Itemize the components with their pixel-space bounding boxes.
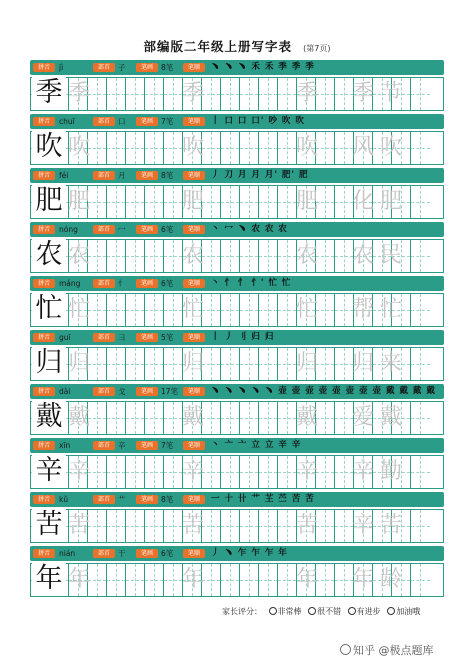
strokes-tag: 笔画 [136, 495, 158, 504]
pinyin-tag: 拼音 [33, 333, 55, 342]
watermark-text: 知乎 @极点题库 [353, 644, 434, 657]
writing-cell[interactable] [107, 78, 126, 110]
pinyin-tag: 拼音 [33, 63, 55, 72]
trace-word-char: 民 [379, 243, 402, 268]
radical-value: 戈 [118, 387, 126, 396]
writing-cell[interactable] [411, 132, 430, 164]
stroke-count-value: 8笔 [161, 171, 174, 180]
writing-cell[interactable] [145, 564, 164, 596]
writing-grid [30, 239, 444, 273]
writing-cell[interactable] [107, 186, 126, 218]
pinyin-tag: 拼音 [33, 441, 55, 450]
page-subtitle: (第7页) [303, 44, 331, 53]
writing-grid [30, 293, 444, 327]
trace-word-char: 苦 [379, 513, 402, 538]
writing-cell[interactable] [411, 78, 430, 110]
character-sheet [30, 60, 444, 600]
writing-cell[interactable] [126, 402, 145, 434]
pinyin-value: nóng [59, 225, 78, 234]
writing-grid [30, 509, 444, 543]
writing-cell[interactable] [411, 240, 430, 272]
zhihu-user-icon [340, 644, 351, 655]
trace-character: 年 [181, 567, 204, 592]
model-character: 戴 [32, 400, 66, 434]
writing-cell[interactable] [240, 456, 259, 488]
writing-grid [30, 563, 444, 597]
stroke-count-value: 6笔 [161, 549, 174, 558]
stroke-count-value: 6笔 [161, 225, 174, 234]
character-block [30, 384, 444, 438]
writing-cell[interactable] [126, 186, 145, 218]
character-block [30, 168, 444, 222]
writing-cell[interactable] [145, 132, 164, 164]
info-bar [30, 114, 444, 129]
trace-word-char: 季 [351, 81, 374, 106]
trace-character: 农 [181, 243, 204, 268]
trace-character: 戴 [181, 405, 204, 430]
info-bar [30, 276, 444, 291]
writing-cell[interactable] [107, 510, 126, 542]
rating-radio-1[interactable] [269, 607, 277, 615]
writing-cell[interactable] [221, 564, 240, 596]
character-block [30, 276, 444, 330]
stroke-order-tag: 笔顺 [183, 549, 205, 558]
radical-tag: 部首 [93, 279, 115, 288]
strokes-tag: 笔画 [136, 549, 158, 558]
rating-radio-3[interactable] [348, 607, 356, 615]
pinyin-value: dài [59, 387, 71, 396]
writing-grid [30, 77, 444, 111]
trace-character: 肥 [295, 189, 318, 214]
trace-character: 吹 [181, 135, 204, 160]
writing-cell[interactable] [126, 132, 145, 164]
strokes-tag: 笔画 [136, 387, 158, 396]
info-bar [30, 546, 444, 561]
radical-value: 干 [118, 549, 126, 558]
stroke-count-value: 8笔 [161, 495, 174, 504]
writing-cell[interactable] [240, 510, 259, 542]
stroke-order-sequence: 丨 丿 刂 归 归 [211, 332, 275, 342]
radical-tag: 部首 [93, 171, 115, 180]
trace-word-char: 年 [351, 567, 374, 592]
info-bar [30, 492, 444, 507]
trace-character: 苦 [181, 513, 204, 538]
trace-character: 归 [67, 351, 90, 376]
trace-word-char: 龄 [379, 567, 402, 592]
writing-cell[interactable] [259, 240, 278, 272]
writing-cell[interactable] [107, 348, 126, 380]
trace-word-char: 节 [379, 81, 402, 106]
stroke-count-value: 6笔 [161, 279, 174, 288]
radical-value: 月 [118, 171, 126, 180]
radical-value: 彐 [118, 333, 126, 342]
model-character: 归 [32, 346, 66, 380]
writing-cell[interactable] [221, 186, 240, 218]
writing-cell[interactable] [411, 510, 430, 542]
writing-cell[interactable] [240, 240, 259, 272]
character-block [30, 438, 444, 492]
trace-character: 年 [295, 567, 318, 592]
info-bar [30, 330, 444, 345]
writing-grid [30, 185, 444, 219]
pinyin-value: jì [59, 63, 64, 72]
writing-cell[interactable] [259, 294, 278, 326]
info-bar [30, 384, 444, 399]
info-bar [30, 222, 444, 237]
radical-value: 忄 [118, 279, 126, 288]
trace-word-char: 吹 [379, 135, 402, 160]
character-block [30, 546, 444, 600]
writing-cell[interactable] [411, 294, 430, 326]
writing-cell[interactable] [107, 402, 126, 434]
writing-cell[interactable] [107, 132, 126, 164]
stroke-order-sequence: ﹅ ﹅ ﹅ ﹅ ﹅ 壶 壶 壶 壶 壶 壶 壶 壶 戴 戴 戴 戴 [211, 386, 436, 396]
radical-value: 艹 [118, 495, 126, 504]
trace-word-char: 来 [379, 351, 402, 376]
trace-character: 归 [295, 351, 318, 376]
trace-character: 季 [295, 81, 318, 106]
model-character: 苦 [32, 508, 66, 542]
info-bar [30, 60, 444, 75]
writing-cell[interactable] [411, 186, 430, 218]
model-character: 季 [32, 76, 66, 110]
stroke-order-sequence: 一 十 卄 艹 芏 苎 苦 苦 [211, 494, 315, 504]
trace-word-char: 忙 [379, 297, 402, 322]
radical-tag: 部首 [93, 441, 115, 450]
info-bar [30, 438, 444, 453]
writing-cell[interactable] [145, 78, 164, 110]
stroke-order-tag: 笔顺 [183, 387, 205, 396]
stroke-order-tag: 笔顺 [183, 279, 205, 288]
trace-character: 归 [181, 351, 204, 376]
radical-tag: 部首 [93, 549, 115, 558]
writing-grid [30, 455, 444, 489]
writing-cell[interactable] [411, 564, 430, 596]
character-block [30, 222, 444, 276]
trace-character: 吹 [67, 135, 90, 160]
writing-cell[interactable] [240, 402, 259, 434]
trace-word-char: 勤 [379, 459, 402, 484]
writing-cell[interactable] [145, 456, 164, 488]
trace-word-char: 辛 [351, 459, 374, 484]
radical-tag: 部首 [93, 495, 115, 504]
pinyin-tag: 拼音 [33, 279, 55, 288]
stroke-order-sequence: 丶 亠 亠 立 立 辛 辛 [211, 440, 302, 450]
stroke-count-value: 5笔 [161, 333, 174, 342]
trace-character: 苦 [67, 513, 90, 538]
title-row [0, 36, 474, 54]
rating-option-2: 很不错 [317, 607, 342, 616]
stroke-order-sequence: 丶 忄 忄 忄' 忙 忙 [211, 278, 292, 288]
radical-tag: 部首 [93, 117, 115, 126]
stroke-count-value: 17笔 [161, 387, 179, 396]
rating-label: 家长评分： [222, 607, 262, 616]
stroke-order-sequence: ﹅ ﹅ ﹅ 禾 禾 季 季 季 [211, 62, 315, 72]
strokes-tag: 笔画 [136, 63, 158, 72]
model-character: 忙 [32, 292, 66, 326]
writing-cell[interactable] [240, 132, 259, 164]
stroke-order-tag: 笔顺 [183, 171, 205, 180]
page-title: 部编版二年级上册写字表 [143, 39, 293, 54]
writing-cell[interactable] [221, 348, 240, 380]
writing-cell[interactable] [126, 348, 145, 380]
writing-cell[interactable] [221, 510, 240, 542]
stroke-order-tag: 笔顺 [183, 441, 205, 450]
strokes-tag: 笔画 [136, 279, 158, 288]
writing-grid [30, 131, 444, 165]
trace-character: 肥 [181, 189, 204, 214]
writing-cell[interactable] [259, 564, 278, 596]
stroke-order-tag: 笔顺 [183, 117, 205, 126]
character-block [30, 114, 444, 168]
rating-option-4: 加油哦 [396, 607, 421, 616]
trace-character: 忙 [67, 297, 90, 322]
model-character: 年 [32, 562, 66, 596]
writing-cell[interactable] [126, 294, 145, 326]
trace-character: 戴 [67, 405, 90, 430]
model-character: 辛 [32, 454, 66, 488]
stroke-order-tag: 笔顺 [183, 63, 205, 72]
trace-character: 吹 [295, 135, 318, 160]
writing-cell[interactable] [259, 348, 278, 380]
trace-character: 辛 [67, 459, 90, 484]
pinyin-tag: 拼音 [33, 387, 55, 396]
trace-word-char: 戴 [379, 405, 402, 430]
writing-cell[interactable] [411, 402, 430, 434]
strokes-tag: 笔画 [136, 171, 158, 180]
stroke-order-tag: 笔顺 [183, 495, 205, 504]
writing-cell[interactable] [145, 510, 164, 542]
trace-character: 农 [295, 243, 318, 268]
writing-cell[interactable] [107, 456, 126, 488]
writing-cell[interactable] [259, 186, 278, 218]
writing-cell[interactable] [107, 564, 126, 596]
writing-cell[interactable] [145, 348, 164, 380]
writing-cell[interactable] [259, 510, 278, 542]
trace-character: 辛 [295, 459, 318, 484]
radical-tag: 部首 [93, 63, 115, 72]
radical-value: 子 [118, 63, 126, 72]
pinyin-value: chuī [59, 117, 75, 126]
stroke-order-tag: 笔顺 [183, 333, 205, 342]
rating-radio-4[interactable] [387, 607, 395, 615]
trace-character: 季 [67, 81, 90, 106]
character-block [30, 330, 444, 384]
radical-tag: 部首 [93, 225, 115, 234]
trace-character: 苦 [295, 513, 318, 538]
writing-cell[interactable] [221, 78, 240, 110]
stroke-order-sequence: 丶 冖 ﹅ 农 农 农 [211, 224, 288, 234]
stroke-order-sequence: 丿 ﹅ 乍 乍 乍 年 [211, 548, 288, 558]
writing-cell[interactable] [411, 348, 430, 380]
writing-cell[interactable] [221, 456, 240, 488]
parent-rating [222, 606, 420, 617]
pinyin-value: kǔ [59, 495, 69, 504]
writing-cell[interactable] [145, 240, 164, 272]
stroke-order-sequence: 丨 口 口 口' 吵 吹 吹 [211, 116, 305, 126]
radical-tag: 部首 [93, 333, 115, 342]
writing-cell[interactable] [221, 294, 240, 326]
radical-value: 口 [118, 117, 126, 126]
pinyin-value: féi [59, 171, 69, 180]
trace-character: 忙 [181, 297, 204, 322]
pinyin-tag: 拼音 [33, 495, 55, 504]
writing-cell[interactable] [107, 294, 126, 326]
rating-radio-2[interactable] [308, 607, 316, 615]
rating-option-3: 有进步 [356, 607, 381, 616]
trace-word-char: 肥 [379, 189, 402, 214]
character-block [30, 492, 444, 546]
writing-cell[interactable] [126, 564, 145, 596]
trace-character: 年 [67, 567, 90, 592]
writing-cell[interactable] [126, 240, 145, 272]
stroke-count-value: 7笔 [161, 117, 174, 126]
writing-cell[interactable] [240, 348, 259, 380]
writing-cell[interactable] [259, 456, 278, 488]
pinyin-value: nián [59, 549, 76, 558]
rating-option-1: 非常棒 [277, 607, 302, 616]
writing-cell[interactable] [411, 456, 430, 488]
writing-cell[interactable] [107, 240, 126, 272]
writing-cell[interactable] [240, 186, 259, 218]
writing-cell[interactable] [126, 456, 145, 488]
pinyin-tag: 拼音 [33, 117, 55, 126]
writing-cell[interactable] [126, 510, 145, 542]
pinyin-tag: 拼音 [33, 171, 55, 180]
pinyin-tag: 拼音 [33, 225, 55, 234]
trace-word-char: 辛 [351, 513, 374, 538]
writing-grid [30, 347, 444, 381]
trace-character: 季 [181, 81, 204, 106]
radical-value: 辛 [118, 441, 126, 450]
trace-word-char: 爱 [351, 405, 374, 430]
stroke-order-tag: 笔顺 [183, 225, 205, 234]
trace-word-char: 农 [351, 243, 374, 268]
trace-character: 戴 [295, 405, 318, 430]
trace-word-char: 化 [351, 189, 374, 214]
writing-cell[interactable] [126, 78, 145, 110]
writing-cell[interactable] [259, 132, 278, 164]
writing-cell[interactable] [145, 402, 164, 434]
radical-tag: 部首 [93, 387, 115, 396]
writing-cell[interactable] [259, 78, 278, 110]
trace-character: 忙 [295, 297, 318, 322]
strokes-tag: 笔画 [136, 333, 158, 342]
trace-character: 肥 [67, 189, 90, 214]
model-character: 吹 [32, 130, 66, 164]
writing-cell[interactable] [221, 132, 240, 164]
pinyin-value: máng [59, 279, 81, 288]
radical-value: 冖 [118, 225, 126, 234]
writing-cell[interactable] [240, 78, 259, 110]
trace-word-char: 帮 [351, 297, 374, 322]
trace-character: 农 [67, 243, 90, 268]
writing-cell[interactable] [221, 402, 240, 434]
pinyin-tag: 拼音 [33, 549, 55, 558]
writing-grid [30, 401, 444, 435]
character-block [30, 60, 444, 114]
writing-cell[interactable] [240, 564, 259, 596]
strokes-tag: 笔画 [136, 441, 158, 450]
writing-cell[interactable] [259, 402, 278, 434]
trace-word-char: 风 [351, 135, 374, 160]
writing-cell[interactable] [145, 294, 164, 326]
strokes-tag: 笔画 [136, 225, 158, 234]
trace-word-char: 归 [351, 351, 374, 376]
pinyin-value: guī [59, 333, 71, 342]
strokes-tag: 笔画 [136, 117, 158, 126]
stroke-count-value: 7笔 [161, 441, 174, 450]
trace-character: 辛 [181, 459, 204, 484]
writing-cell[interactable] [221, 240, 240, 272]
stroke-count-value: 8笔 [161, 63, 174, 72]
pinyin-value: xīn [59, 441, 71, 450]
model-character: 农 [32, 238, 66, 272]
stroke-order-sequence: 丿 刀 月 月 月' 肥' 肥 [211, 170, 309, 180]
watermark [340, 642, 434, 658]
info-bar [30, 168, 444, 183]
model-character: 肥 [32, 184, 66, 218]
writing-cell[interactable] [145, 186, 164, 218]
writing-cell[interactable] [240, 294, 259, 326]
